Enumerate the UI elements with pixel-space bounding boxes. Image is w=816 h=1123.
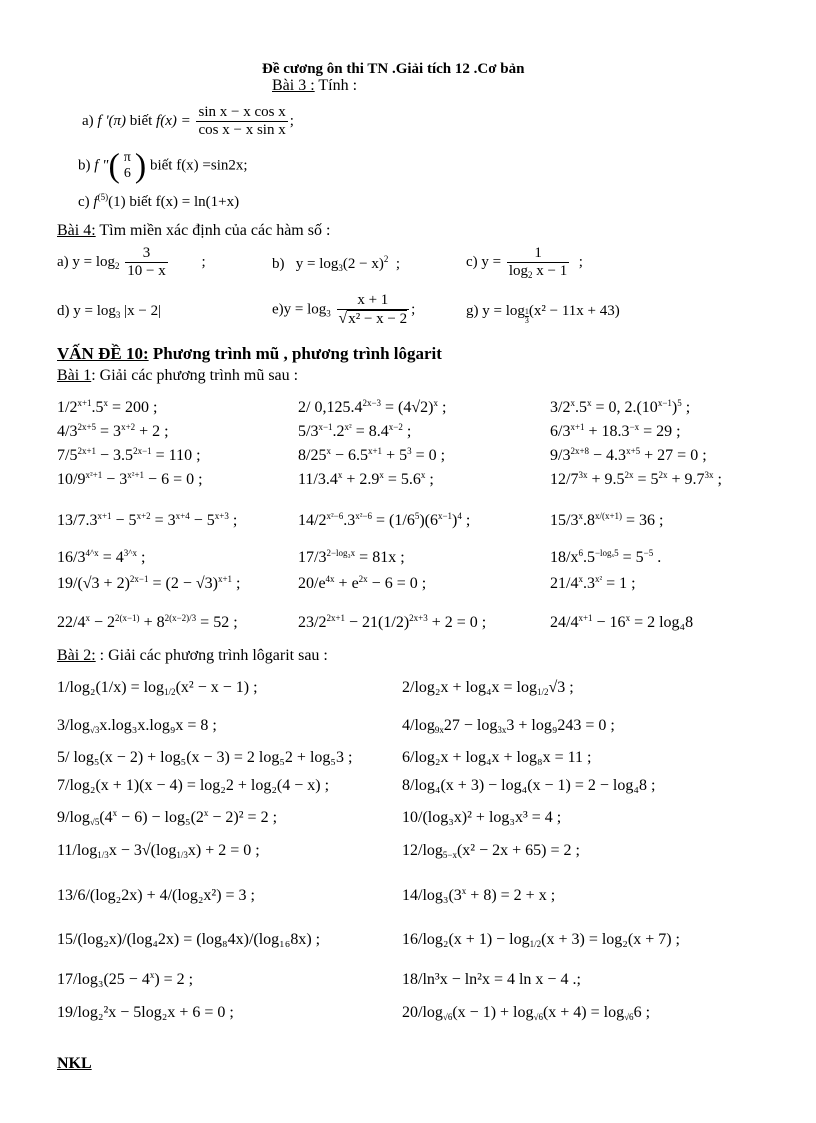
- log-base: 2: [528, 270, 533, 281]
- exponent: x: [433, 398, 438, 408]
- argument: (1): [108, 194, 126, 210]
- bai1-equation-17: $17/3^{2-log_3x} = 81x$ ;: [298, 548, 405, 566]
- log-base: 1/2: [536, 687, 549, 697]
- bai2-equation-17: $17/\log_3(25 - 4^x) = 2$ ;: [57, 970, 194, 988]
- exponent: 2x: [624, 470, 634, 480]
- bai2-equation-18: 18/ln³x − ln²x = 4 ln x − 4 .;: [402, 971, 581, 988]
- bai1-equation-23: $23/2^{2x+1} - 21(1/2)^{2x+3} + 2 = 0$ ;: [298, 613, 487, 631]
- exponent: 2x−1: [129, 574, 149, 584]
- exponent: 5: [414, 511, 420, 521]
- log-text: y = log: [283, 301, 327, 318]
- exponent: 3^x: [123, 548, 137, 558]
- exponent: x²+1: [85, 470, 103, 480]
- log-base: 2: [115, 261, 120, 272]
- bai1-instruction: : Giải các phương trình mũ sau :: [91, 367, 299, 384]
- bai4-label: Bài 4:: [57, 222, 96, 239]
- log-text: y = log: [295, 256, 339, 272]
- bai4-heading: [57, 223, 330, 239]
- bai2-instruction: : Giải các phương trình lôgarit sau :: [99, 647, 328, 664]
- bai1-equation-16: $16/3^{4\^{}x} = 4^{3\^{}x}$ ;: [57, 548, 146, 566]
- item-prefix: g): [466, 303, 479, 319]
- argument: (2 − x): [342, 256, 384, 272]
- bai1-equation-4: $4/3^{2x+5} = 3^{x+2} + 2$ ;: [57, 422, 169, 440]
- log-text: y = log: [482, 303, 525, 319]
- exponent: 2x+5: [77, 422, 97, 432]
- bai2-equation-8: 8/log₄(x + 3) − log₄(x − 1) = 2 − log₄8 ;: [402, 777, 656, 794]
- bai2-equation-12: $12/\log_{5-x}(x^2 - 2x + 65) = 2$ ;: [402, 842, 580, 860]
- exponent: x+5: [626, 446, 641, 456]
- radicand: x² − x − 2: [348, 311, 408, 328]
- exponent: x²−6: [355, 511, 373, 521]
- argument: (x² − 11x + 43): [528, 303, 620, 319]
- bai3-item-b: [78, 147, 248, 185]
- exponent: 2(x−1): [114, 613, 140, 623]
- log-arg: x − 1: [536, 263, 568, 280]
- bai2-equation-1: $1/\log_2(1/x) = \log_{1/2}(x^2 - x - 1)$ ;: [57, 679, 258, 697]
- bai1-equation-18: $18/x^6.5^{-log_x5} = 5^{-5}$ .: [550, 548, 662, 566]
- bai1-equation-20: $20/e^{4x} + e^{2x} - 6 = 0$ ;: [298, 574, 427, 592]
- denominator: [507, 263, 569, 280]
- item-prefix: a): [57, 254, 69, 271]
- function-label: f ": [94, 157, 109, 174]
- bai1-equation-19: $19/(√3 + 2)^{2x-1} = (2 - √3)^{x+1}$ ;: [57, 574, 241, 592]
- exponent: 5: [677, 398, 682, 408]
- bai1-equation-9: $9/3^{2x+8} - 4.3^{x+5} + 27 = 0$ ;: [550, 446, 707, 464]
- log-base: √6: [442, 1012, 453, 1022]
- exponent: x²: [344, 422, 352, 432]
- argument: |x − 2|: [124, 303, 162, 319]
- exponent: 4x: [325, 574, 335, 584]
- item-prefix: b): [272, 256, 285, 272]
- exponent: x+1: [97, 511, 112, 521]
- exponent: x: [570, 398, 575, 408]
- bai4-item-e: [272, 292, 415, 329]
- exponent: 4^x: [85, 548, 99, 558]
- bai2-equation-11: $11/\log_{1/3}x - 3√(\log_{1/3}x) + 2 = 0$ ;: [57, 842, 260, 860]
- log-base: √6: [624, 1012, 634, 1022]
- bai4-item-a: [57, 245, 206, 281]
- log-base: 3: [338, 263, 343, 273]
- semicolon: ;: [289, 113, 294, 130]
- log-base: √6: [533, 1012, 543, 1022]
- bai1-equation-24: $24/4^{x+1} - 16^x = 2$ log₄8: [550, 613, 694, 631]
- exponent: 2: [383, 254, 389, 264]
- numerator: 1: [524, 307, 529, 316]
- exponent: 2x+8: [570, 446, 590, 456]
- exponent: x: [337, 470, 343, 480]
- bai4-item-g: [466, 304, 620, 325]
- exponent: x²+1: [127, 470, 145, 480]
- exponent: x+1: [77, 398, 92, 408]
- bai3-item-a: [82, 104, 294, 140]
- bai3-label: Bài 3 :: [272, 77, 315, 94]
- bai2-equation-3: $3/\log_{√3}x.\log_3x.\log_9x = 8$ ;: [57, 717, 217, 735]
- denominator: 10 − x: [127, 263, 166, 280]
- bai2-equation-19: 19/log₂²x − 5log₂x + 6 = 0 ;: [57, 1004, 234, 1021]
- exponent: 3: [407, 446, 412, 456]
- item-prefix: d): [57, 303, 70, 319]
- exponent: x+1: [367, 446, 383, 456]
- function-label: f '(π): [97, 113, 127, 130]
- bai2-equation-15: 15/(log₂x)/(log₄2x) = (log₈4x)/(log₁₆8x) ;: [57, 931, 321, 948]
- fraction: [507, 245, 569, 281]
- bai2-equation-7: 7/log₂(x + 1)(x − 4) = log₂2 + log₂(4 − x) ;: [57, 777, 330, 794]
- document-title: Đề cương ôn thi TN .Giải tích 12 .Cơ bản: [262, 61, 525, 77]
- exponent: −logₓ5: [594, 548, 619, 558]
- bai1-equation-15: $15/3^x.8^{x/(x+1)} = 36$ ;: [550, 511, 664, 529]
- bai2-equation-10: 10/(log₃x)² + log₃x³ = 4 ;: [402, 809, 562, 826]
- exponent: −5: [643, 548, 654, 558]
- right-paren: ): [134, 147, 147, 185]
- exponent: x: [203, 808, 209, 818]
- bai1-equation-22: $22/4^x - 2^{2(x-1)} + 8^{2(x-2)/3} = 52$ ;: [57, 613, 238, 631]
- item-prefix: c): [466, 254, 478, 271]
- exponent: x/(x+1): [594, 511, 623, 521]
- log-base: 3: [326, 308, 331, 319]
- bai2-equation-13: 13/6/(log₂2x) + 4/(log₂x²) = 3 ;: [57, 887, 255, 904]
- left-paren: (: [108, 147, 120, 185]
- exponent: x+1: [570, 422, 585, 432]
- bai1-equation-10: $10/9^{x^2+1} - 3^{x^2+1} - 6 = 0$ ;: [57, 470, 203, 488]
- exponent: x+2: [121, 422, 136, 432]
- bai1-label: Bài 1: [57, 367, 92, 384]
- semicolon: ;: [578, 254, 583, 271]
- bai1-equation-7: $7/5^{2x+1} - 3.5^{2x-1} = 110$ ;: [57, 446, 201, 464]
- bai1-equation-2: 2/ $0,125.4^{2x-3} = (4√2)^x$ ;: [298, 398, 447, 416]
- bai2-heading: [57, 648, 328, 664]
- exponent: x−2: [388, 422, 403, 432]
- item-prefix: e): [272, 301, 284, 318]
- function-label: f: [93, 194, 98, 210]
- denominator: 3: [524, 316, 529, 325]
- sqrt-icon: √: [338, 310, 348, 328]
- bai3-heading: [272, 78, 357, 94]
- exponent: x: [379, 470, 384, 480]
- section-title: Phương trình mũ , phương trình lôgarit: [152, 344, 442, 363]
- bai2-equation-4: $4/\log_{9x}27 - \log_{3x}3 + \log_9243 = 0$ ;: [402, 717, 615, 735]
- bai1-heading: [57, 368, 298, 384]
- exponent: x+2: [136, 511, 151, 521]
- log-base: 1/3: [176, 850, 188, 860]
- numerator: sin x − x cos x: [196, 104, 287, 122]
- signature: NKL: [57, 1055, 92, 1072]
- exponent: 3x: [578, 470, 588, 480]
- exponent: 2x+3: [409, 613, 428, 623]
- bai1-equation-6: $6/3^{x+1} + 18.3^{-x} = 29$ ;: [550, 422, 681, 440]
- exponent: 4: [457, 511, 462, 521]
- exponent: 2x: [658, 470, 668, 480]
- log-base: 9x: [434, 725, 444, 735]
- bai4-item-c: [466, 245, 583, 281]
- exponent: x: [149, 970, 155, 980]
- log-base: 1/2: [529, 939, 542, 949]
- item-prefix: b): [78, 157, 91, 174]
- log-base: √3: [89, 725, 100, 735]
- bai2-equation-9: $9/\log_{√5}(4^x - 6) - \log_5(2^x - 2)^2 = 2$ ;: [57, 808, 278, 827]
- exponent: x: [326, 446, 331, 456]
- exponent: x: [103, 398, 109, 408]
- bai2-equation-5: 5/ log₅(x − 2) + log₅(x − 3) = 2 log₅2 + log₅3 ;: [57, 749, 353, 766]
- exponent: x: [461, 886, 467, 896]
- exponent: x+1: [578, 613, 593, 623]
- lhs: f(x) =: [156, 113, 191, 130]
- numerator: 3: [125, 245, 167, 263]
- item-prefix: c): [78, 194, 90, 210]
- bai4-item-b: [272, 254, 401, 273]
- y-equals: y =: [481, 254, 502, 271]
- semicolon: ;: [395, 256, 401, 272]
- numerator: π: [123, 150, 131, 165]
- log-base: √5: [89, 817, 100, 827]
- log-base: 5−x: [442, 850, 457, 860]
- log-text: y = log: [72, 254, 116, 271]
- exponent: 2−log₃x: [326, 548, 356, 558]
- fraction: [122, 150, 133, 182]
- log-base: 3x: [497, 725, 507, 735]
- exponent: 2x+1: [326, 613, 346, 623]
- exponent: 2x: [358, 574, 368, 584]
- numerator: x + 1: [337, 292, 410, 310]
- exponent: x+3: [214, 511, 229, 521]
- bai2-equation-20: $20/\log_{√6}(x - 1) + \log_{√6}(x + 4) = \log_{√6}6$ ;: [402, 1004, 651, 1022]
- bai1-equation-3: $3/2^x.5^x = 0$, $2.(10^{x-1})^5$ ;: [550, 398, 691, 416]
- exponent: x: [578, 511, 583, 521]
- exponent: 2(x−2)/3: [164, 613, 197, 623]
- bai2-equation-16: $16/\log_2(x + 1) - \log_{1/2}(x + 3) = \log_2(x + 7)$ ;: [402, 931, 680, 949]
- exponent: 2x−1: [133, 446, 152, 456]
- bai2-label: Bài 2:: [57, 647, 96, 664]
- bai4-instruction: Tìm miền xác định của các hàm số :: [99, 222, 331, 239]
- exponent: x−1: [437, 511, 453, 521]
- fraction: [337, 292, 410, 329]
- item-prefix: a): [82, 113, 94, 130]
- exponent: 6: [578, 548, 583, 558]
- exponent: x²−6: [326, 511, 344, 521]
- biet-text: biết: [129, 113, 153, 130]
- exponent: x: [578, 574, 583, 584]
- derivative-order: (5): [97, 192, 109, 202]
- exponent: x: [420, 470, 426, 480]
- exponent: x−1: [318, 422, 333, 432]
- denominator: 6: [123, 166, 131, 182]
- bai1-equation-14: $14/2^{x^2-6}.3^{x^2-6} = (1/6^5)(6^{x-1})^4$ ;: [298, 511, 471, 529]
- exponent: −x: [629, 422, 640, 432]
- exponent: x: [625, 613, 631, 623]
- item-text: biết f(x) = ln(1+x): [129, 194, 240, 210]
- exponent: 3x: [704, 470, 714, 480]
- bai1-equation-8: $8/25^x - 6.5^{x+1} + 5^3 = 0$ ;: [298, 446, 446, 464]
- semicolon: ;: [201, 254, 206, 271]
- bai4-item-d: [57, 304, 161, 319]
- bai3-instruction: Tính :: [318, 77, 358, 94]
- exponent: x+1: [217, 574, 233, 584]
- exponent: x: [112, 808, 118, 818]
- bai1-equation-1: $1/2^{x+1}.5^x = 200$ ;: [57, 398, 158, 416]
- exponent: x: [586, 398, 592, 408]
- denominator: [337, 310, 410, 328]
- bai1-equation-13: $13/7.3^{x+1} - 5^{x+2} = 3^{x+4} - 5^{x+3}$ ;: [57, 511, 238, 529]
- bai2-equation-2: $2/\log_2x + \log_4x = \log_{1/2}√3$ ;: [402, 679, 574, 697]
- section-label: VẤN ĐỀ 10:: [57, 344, 149, 363]
- log-base: 1/3: [97, 850, 109, 860]
- log-text: log: [508, 263, 529, 280]
- exponent: 2x−3: [362, 398, 382, 408]
- fraction: [196, 104, 287, 140]
- bai2-equation-6: 6/log₂x + log₄x + log₈x = 11 ;: [402, 749, 592, 766]
- bai1-equation-12: $12/7^{3x} + 9.5^{2x} = 5^{2x} + 9.7^{3x}$ ;: [550, 470, 722, 488]
- bai1-equation-11: $11/3.4^x + 2.9^x = 5.6^x$ ;: [298, 470, 434, 488]
- log-text: y = log: [73, 303, 116, 319]
- bai3-item-c: [78, 192, 240, 210]
- fraction: [125, 245, 167, 281]
- bai2-equation-14: $14/\log_3(3^x + 8) = 2 + x$ ;: [402, 886, 556, 904]
- log-base: 1/2: [164, 687, 176, 697]
- exponent: x−1: [657, 398, 672, 408]
- exponent: x²: [594, 574, 603, 584]
- bai1-equation-5: $5/3^{x-1}.2^{x^2} = 8.4^{x-2}$ ;: [298, 422, 412, 440]
- semicolon: ;: [411, 301, 416, 318]
- bai1-equation-21: $21/4^x.3^{x^2} = 1$ ;: [550, 574, 636, 592]
- exponent: x: [85, 613, 90, 623]
- numerator: 1: [507, 245, 569, 263]
- denominator: cos x − x sin x: [198, 122, 286, 139]
- exponent: 2x+1: [77, 446, 97, 456]
- log-base: 3: [115, 310, 121, 320]
- section-heading: [57, 345, 442, 362]
- item-text: biết f(x) =sin2x;: [149, 157, 248, 174]
- exponent: x+4: [175, 511, 190, 521]
